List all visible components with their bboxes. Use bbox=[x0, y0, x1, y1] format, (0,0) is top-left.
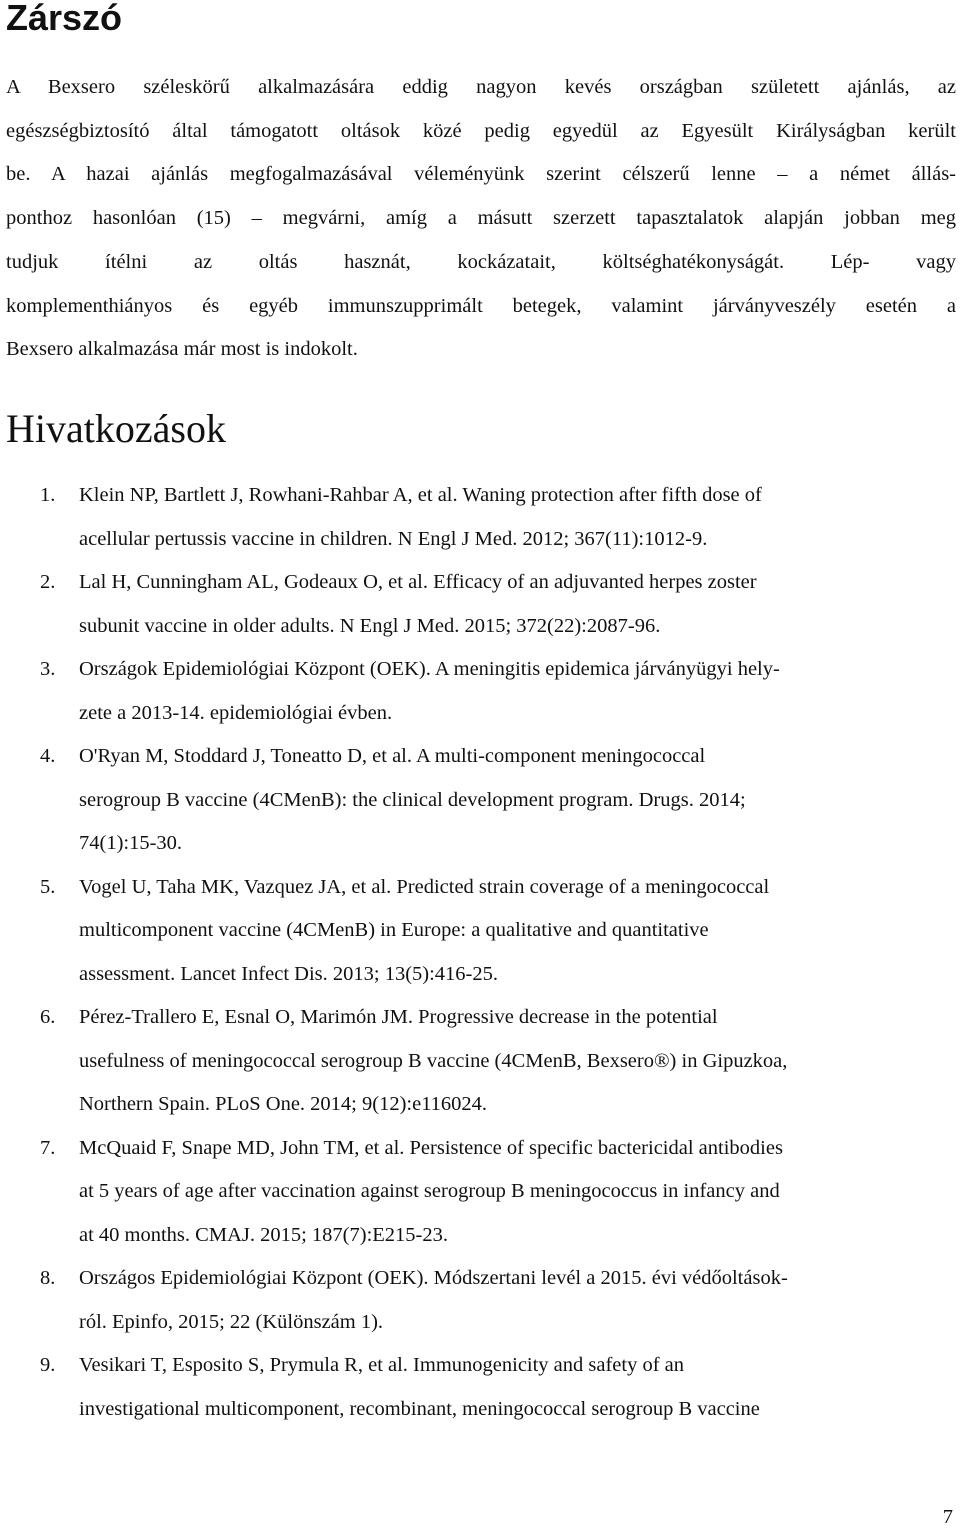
reference-text-line: zete a 2013-14. epidemiológiai évben. bbox=[79, 701, 393, 724]
reference-number: 5. bbox=[40, 875, 56, 898]
reference-text-line: at 5 years of age after vaccination against serogroup B meningococcus in infancy and bbox=[79, 1180, 780, 1202]
reference-text-line: multicomponent vaccine (4CMenB) in Europe: a qualitative and quantitative bbox=[79, 919, 709, 941]
reference-number: 6. bbox=[40, 1006, 56, 1028]
conclusion-heading: Zárszó bbox=[6, 0, 123, 38]
reference-text-line: usefulness of meningococcal serogroup B vaccine (4CMenB, Bexsero®) in Gipuzkoa, bbox=[79, 1049, 788, 1072]
reference-text-line: Pérez-Trallero E, Esnal O, Marimón JM. Progressive decrease in the potential bbox=[79, 1006, 718, 1028]
reference-number: 2. bbox=[40, 571, 56, 593]
reference-item bbox=[0, 1257, 960, 1344]
reference-text-line: ról. Epinfo, 2015; 22 (Különszám 1). bbox=[79, 1310, 384, 1333]
conclusion-line: ponthoz hasonlóan (15) – megvárni, amíg a másutt szerzett tapasztalatok alapján jobban meg bbox=[6, 207, 956, 230]
reference-list bbox=[0, 474, 960, 1431]
reference-number: 4. bbox=[40, 745, 56, 767]
reference-number: 7. bbox=[40, 1136, 56, 1159]
reference-text-line: acellular pertussis vaccine in children. N Engl J Med. 2012; 367(11):1012-9. bbox=[79, 527, 708, 550]
reference-item bbox=[0, 735, 960, 866]
reference-text-line: O'Ryan M, Stoddard J, Toneatto D, et al. A multi-component meningococcal bbox=[79, 745, 706, 767]
reference-number: 9. bbox=[40, 1354, 56, 1376]
conclusion-line: tudjuk ítélni az oltás hasznát, kockázatait, költséghatékonyságát. Lép- vagy bbox=[6, 250, 956, 273]
reference-text-line: assessment. Lancet Infect Dis. 2013; 13(5):416-25. bbox=[79, 962, 499, 985]
reference-text-line: Vesikari T, Esposito S, Prymula R, et al. Immunogenicity and safety of an bbox=[79, 1354, 685, 1376]
conclusion-paragraph bbox=[6, 66, 956, 372]
reference-number: 1. bbox=[40, 484, 56, 506]
reference-number: 3. bbox=[40, 658, 56, 680]
reference-text-line: McQuaid F, Snape MD, John TM, et al. Persistence of specific bactericidal antibodies bbox=[79, 1136, 783, 1159]
reference-text-line: 74(1):15-30. bbox=[79, 832, 183, 854]
reference-item bbox=[0, 996, 960, 1127]
reference-item bbox=[0, 561, 960, 648]
conclusion-line: komplementhiányos és egyéb immunszupprimált betegek, valamint járványveszély esetén a bbox=[6, 294, 956, 317]
conclusion-line: A Bexsero széleskörű alkalmazására eddig nagyon kevés országban született ajánlás, az bbox=[6, 76, 956, 98]
reference-number: 8. bbox=[40, 1267, 56, 1289]
reference-text-line: Klein NP, Bartlett J, Rowhani-Rahbar A, et al. Waning protection after fifth dose of bbox=[79, 484, 762, 506]
conclusion-line: be. A hazai ajánlás megfogalmazásával véleményünk szerint célszerű lenne – a német állás- bbox=[6, 163, 956, 186]
reference-text-line: investigational multicomponent, recombinant, meningococcal serogroup B vaccine bbox=[79, 1397, 760, 1420]
conclusion-line: Bexsero alkalmazása már most is indokolt. bbox=[6, 338, 358, 361]
reference-text-line: Lal H, Cunningham AL, Godeaux O, et al. Efficacy of an adjuvanted herpes zoster bbox=[79, 571, 757, 593]
reference-text-line: serogroup B vaccine (4CMenB): the clinical development program. Drugs. 2014; bbox=[79, 788, 746, 811]
references-heading: Hivatkozások bbox=[6, 406, 226, 451]
reference-text-line: at 40 months. CMAJ. 2015; 187(7):E215-23. bbox=[79, 1223, 448, 1246]
reference-item bbox=[0, 1344, 960, 1431]
reference-item bbox=[0, 474, 960, 561]
page-number: 7 bbox=[942, 1506, 953, 1528]
reference-text-line: Vogel U, Taha MK, Vazquez JA, et al. Predicted strain coverage of a meningococcal bbox=[79, 875, 770, 898]
reference-item bbox=[0, 866, 960, 997]
reference-item bbox=[0, 1127, 960, 1258]
reference-text-line: Northern Spain. PLoS One. 2014; 9(12):e116024. bbox=[79, 1093, 488, 1115]
reference-text-line: subunit vaccine in older adults. N Engl J Med. 2015; 372(22):2087-96. bbox=[79, 614, 661, 637]
conclusion-line: egészségbiztosító által támogatott oltások közé pedig egyedül az Egyesült Királyságban került bbox=[6, 119, 956, 142]
reference-text-line: Országok Epidemiológiai Központ (OEK). A meningitis epidemica járványügyi hely- bbox=[79, 658, 780, 680]
reference-item bbox=[0, 648, 960, 735]
reference-text-line: Országos Epidemiológiai Központ (OEK). Módszertani levél a 2015. évi védőoltások- bbox=[79, 1267, 788, 1289]
